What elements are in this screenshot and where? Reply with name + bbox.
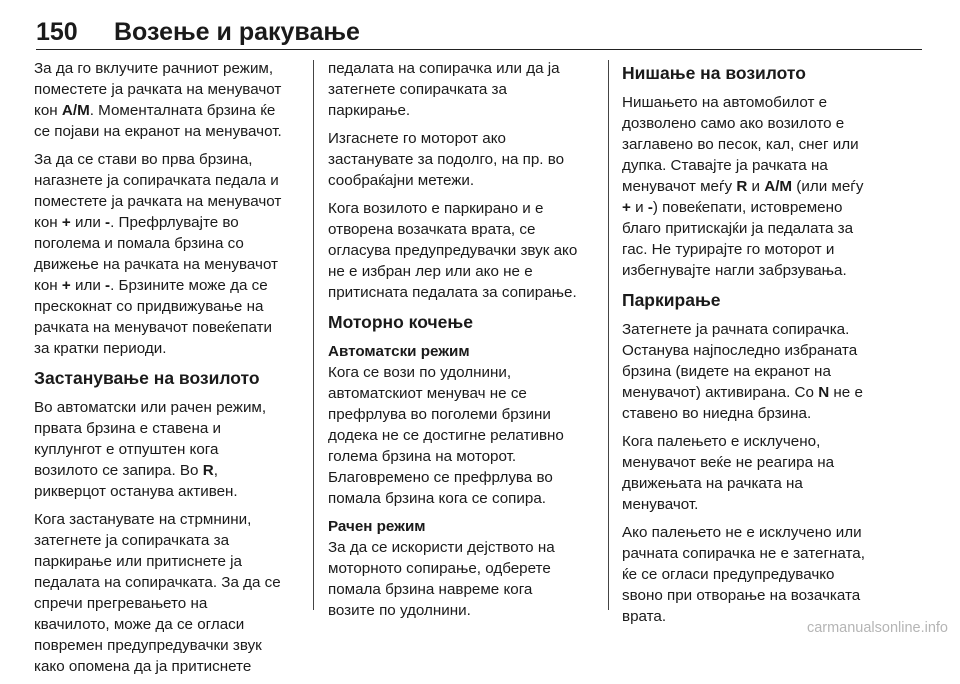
text-line: кон A/M. Моменталната брзина ќе [34,102,276,119]
text-line: За да се стави во прва брзина, [34,151,253,168]
text-line: заглавено во песок, кал, снег или [622,136,859,153]
section-title: Возење и ракување [114,18,360,46]
paragraph-engine-off [328,128,606,191]
bold-term: A/M [764,178,793,195]
text-line: ќе се огласи предупредувачко [622,566,835,583]
subheading-manual-mode: Рачен режим [328,518,426,535]
text-line: спречи прегревањето на [34,595,208,612]
paragraph-manual-mode [34,58,306,142]
text-line: затегнете ја сопирачката за [34,532,230,549]
text-line: помала брзина кога се сопира. [328,490,546,507]
text-line: за кратки периоди. [34,340,167,357]
bold-term: + [61,214,71,231]
paragraph-stop-hill [34,509,306,677]
text-line: возилото се запира. Во R, [34,462,218,479]
text-line: застанувате за подолго, на пр. во [328,151,565,168]
text-line: поголема и помала брзина со [34,235,244,252]
page-number: 150 [36,18,78,46]
text-line: возите по удолнини. [328,602,471,619]
page-header [36,18,924,52]
heading-stopping-vehicle: Застанување на возилото [34,368,260,388]
paragraph-stop-auto [34,397,306,502]
text-line: првата брзина е ставена и [34,420,221,437]
paragraph-door-warning [328,198,606,303]
text-line: огласува предупредувачки звук ако [328,242,578,259]
column-2 [328,58,606,628]
text-line: кон + или -. Брзините може да се [34,277,268,294]
text-line: Кога возилото е паркирано и е [328,200,544,217]
text-line: ставено во ниедна брзина. [622,405,812,422]
text-line: Нишањето на автомобилот е [622,94,828,111]
paragraph-brake-continued [328,58,606,121]
text-line: моторното сопирање, одберете [328,560,551,577]
bold-term: R [202,462,214,479]
text-line: Кога се вози по удолнини, [328,364,512,381]
text-line: менувачот веќе не реагира на [622,454,835,471]
subheading-automatic-mode: Автоматски режим [328,343,470,360]
text-line: менувачот. [622,496,699,513]
text-line: менувачот меѓу R и A/M (или меѓу [622,178,864,195]
text-line: Кога палењето е исклучено, [622,433,821,450]
bold-term: N [818,384,830,401]
text-line: поместете ја рачката на менувачот [34,193,282,210]
text-line: рачната сопирачка не е затегната, [622,545,865,562]
text-line: повремен предупредувачки звук [34,637,262,654]
text-line: како опомена да ја притиснете [34,658,252,675]
bold-term: - [105,277,111,294]
paragraph-manual-downhill [328,537,606,621]
text-line: гас. Не турирајте го моторот и [622,241,835,258]
text-line: дозволено само ако возилото е [622,115,845,132]
text-line: отворена возачката врата, се [328,221,536,238]
text-line: префрлува во поголеми брзини [328,406,551,423]
text-line: дупка. Ставајте ја рачката на [622,157,828,174]
text-line: движење на рачката на менувачот [34,256,279,273]
text-line: прескокнат со придвижување на [34,298,264,315]
header-rule [36,49,922,50]
text-line: автоматскиот менувач не се [328,385,527,402]
text-line: благо притискајќи ја педалата за [622,220,854,237]
text-line: За да се искористи дејството на [328,539,555,556]
text-line: притисната педалата за сопирање. [328,284,577,301]
paragraph-parking-brake [622,319,890,424]
text-line: sвоно при отворање на возачката [622,587,861,604]
text-line: Изгаснете го моторот ако [328,130,507,147]
bold-term: - [647,199,653,216]
column-1 [34,58,306,684]
column-3 [622,58,890,634]
text-line: педалата на сопирачка или да ја [328,60,560,77]
text-line: помала брзина навреме кога [328,581,533,598]
text-line: поместете ја рачката на менувачот [34,81,282,98]
paragraph-auto-downhill [328,362,606,509]
text-line: нагазнете ја сопирачката педала и [34,172,279,189]
column-divider-1 [313,60,314,610]
text-line: избегнувајте нагли забрзувања. [622,262,847,279]
text-line: педалата на сопирачката. За да се [34,574,281,591]
text-line: кон + или -. Префрлувајте во [34,214,239,231]
text-line: Благовремено се префрлува во [328,469,553,486]
watermark: carmanualsonline.info [806,620,948,636]
text-line: сообраќајни метежи. [328,172,475,189]
bold-term: A/M [61,102,90,119]
text-line: Во автоматски или рачен режим, [34,399,267,416]
text-line: Кога застанувате на стрмнини, [34,511,252,528]
bold-term: + [622,199,631,216]
text-line: Останува најпоследно избраната [622,342,858,359]
text-line: квачилото, може да се огласи [34,616,245,633]
text-line: додека не се достигне релативно [328,427,564,444]
text-line: затегнете сопирачката за [328,81,507,98]
paragraph-ignition-warning [622,522,890,627]
text-line: паркирање или притиснете ја [34,553,242,570]
heading-rocking-vehicle: Нишање на возилото [622,63,806,83]
bold-term: R [736,178,748,195]
text-line: се појави на екранот на менувачот. [34,123,282,140]
text-line: брзина (видете на екранот на [622,363,831,380]
text-line: Затегнете ја рачната сопирачка. [622,321,850,338]
text-line: менувачот) активирана. Со N не е [622,384,863,401]
text-line: Ако палењето не е исклучено или [622,524,862,541]
text-line: рикверцот останува активен. [34,483,238,500]
text-line: куплунгот е отпуштен кога [34,441,219,458]
bold-term: - [105,214,111,231]
heading-engine-braking: Моторно кочење [328,312,473,332]
paragraph-rocking [622,92,890,281]
bold-term: + [61,277,71,294]
text-line: паркирање. [328,102,411,119]
heading-parking: Паркирање [622,290,721,310]
text-line: движењата на рачката на [622,475,803,492]
column-divider-2 [608,60,609,610]
paragraph-first-gear [34,149,306,359]
text-line: + и -) повеќепати, истовремено [622,199,843,216]
text-line: рачката на менувачот повеќепати [34,319,273,336]
text-line: врата. [622,608,667,625]
paragraph-ignition-off [622,431,890,515]
text-line: голема брзина на моторот. [328,448,517,465]
text-line: За да го вклучите рачниот режим, [34,60,274,77]
text-line: не е избран лер или ако не е [328,263,533,280]
